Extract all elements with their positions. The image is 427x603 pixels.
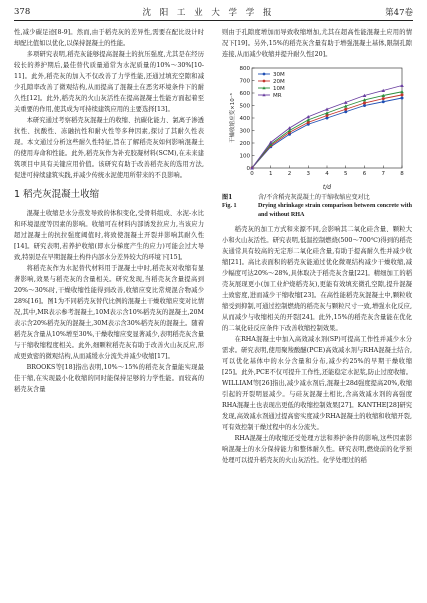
paragraph: 将稻壳灰作为水泥替代材料用于混凝土中时,稻壳灰对收缩有显著影响,效果与稻壳灰的含量相关。研究发现,当稻壳灰含量提高到20%～30%时,干燥收缩性能得到改善,收缩应变比常规混合物减少28%[16]。图1为不同稻壳灰替代比例的混凝土干燥收缩应变对比情况,其中,MR表示参考混凝土,10M表示含10%稻壳灰的混凝土,20M表示含20%稻壳灰的混凝土,30M表示含30%稻壳灰的混凝土。随着稻壳灰含量从10%增至30%,干燥收缩应变显著减少,表明稻壳灰含量与干缩收缩程度相关。此外,细颗粒稻壳灰有助于改善火山灰反应,形成更致密的微观结构,从而减缓水分流失并减少收缩[17]。: [14, 265, 204, 360]
volume-label: 第47卷: [385, 8, 413, 18]
x-tick-label: 0: [250, 171, 254, 177]
paragraph: 多项研究表明,稻壳灰能够提高混凝土的抗压强度,尤其是在经历较长的养护期后,最佳替代质量通常为水泥质量的10%～30%[10-11]。此外,稻壳灰的加入不仅改善了力学性能,还通过填充空隙和减少孔隙率改善了微观结构,从而提高了混凝土在恶劣环境条件下的耐久性[12]。此外,稻壳灰的火山灰活性在提高混凝土性能方面起着至关重要的作用,使其成为可持续建筑应用的主要选择[13]。: [14, 51, 204, 113]
data-point: [288, 126, 292, 129]
x-axis-label: t/d: [322, 184, 332, 191]
paragraph: 混凝土收缩是水分蒸发导致的体积变化,受骨料组成、水泥-水比和环境湿度等因素的影响。收缩可在材料内部诱发拉应力,当该应力超过混凝土的抗拉强度阈值时,将致使混凝土开裂并影响其耐久性[14]。研究表明,若养护收缩(即水分梯度产生的应力)可能会过大导致,特别是在早期混凝土构件内部水分差异较大的环境下[15]。: [14, 210, 204, 261]
caption-en: Drying shrinkage strain comparison between concrete with and without RHA: [258, 203, 412, 218]
y-tick-label: 100: [239, 153, 250, 160]
x-tick-label: 2: [287, 171, 292, 177]
section-title: 1 稻壳灰混凝土收缩: [14, 189, 100, 200]
left-column: [14, 27, 204, 395]
x-tick-label: 4: [325, 171, 329, 177]
paragraph: 本研究通过考察稻壳灰混凝土的收缩、抗碳化能力、氯离子渗透抗性、抗酸性、冻融抗性和耐火性等多种因素,探讨了其耐久性表现。本文通过分析这些耐久性特征,旨在了解稻壳灰如何影响混凝土的使用寿命和性能。此外,稻壳灰作为补充胶凝材料(SCM),在未来建筑项目中具有关键应用价值。该研究有助于改善稻壳灰的选用方法,促进可持续建筑实践,并减少传统水泥使用所带来的不良影响。: [14, 117, 204, 179]
data-point: [400, 84, 404, 87]
y-tick-label: 500: [239, 103, 250, 110]
caption-zh-label: 图1: [222, 194, 233, 201]
paragraph: BROOKS等[18]指出表明,10%～15%的稻壳灰含量能实现最佳干缩,在实现最小化收缩的同时能保持足够的力学性能。而较高的稻壳灰含量: [14, 364, 204, 393]
x-tick-label: 1: [269, 171, 273, 177]
data-point: [344, 108, 347, 111]
paragraph: 则由于孔隙度增加而导致收缩增加,尤其在超高性能混凝土应用的情况下[19]。另外,15%的稻壳灰含量有助于增强混凝土基体,限制孔隙连接,从而减少收缩并提升耐久性[20]。: [222, 29, 412, 58]
paragraph: RHA混凝土的收缩还受处理方法和养护条件的影响,这些因素影响混凝土的水分保持能力和整体耐久性。研究表明,燃烧前的化学预处理可以提升稻壳灰的火山灰活性。化学处理过的稻: [222, 435, 412, 465]
paragraph: 性,减少碳足迹[8-9]。然而,由于稻壳灰的差异性,需要在配比设计时却配比值如以优化,以保持混凝土的性能。: [14, 29, 204, 47]
data-point: [401, 97, 404, 100]
x-tick-label: 3: [306, 171, 310, 177]
paragraph: 在RHA混凝土中加入高效减水剂(SP)可提高工作性并减少水分需求。研究表明,使用聚羧酸醚(PCE)高效减水剂与RHA混凝土结合,可以优化基体中的水分含量和分布,减少约25%的早期干燥收缩[25]。此外,PCE不仅可提升工作性,还能稳定水泥浆,防止过度收缩。WILLIAM等[26]指出,减少减水剂后,混凝土28d强度提高20%,收缩引起的开裂明显减少。与硅灰混凝土相比,含高效减水剂的高强度RHA混凝土也表现出更低的收缩控制效果[27]。KANTHE[28]研究发现,高效减水剂通过提高密实度减少RHA混凝土的收缩和收缩开裂,可有效控制干燥过程中的水分流失。: [222, 336, 413, 432]
legend-label: 20M: [273, 79, 285, 85]
header-rule: [14, 20, 413, 21]
legend-label: MR: [273, 93, 282, 99]
y-tick-label: 700: [239, 78, 250, 85]
legend-label: 30M: [273, 72, 285, 78]
x-tick-label: 7: [381, 171, 385, 177]
data-point: [401, 93, 404, 96]
x-tick-label: 5: [344, 171, 348, 177]
series-line-10M: [252, 92, 402, 168]
caption-en-label: Fig. 1: [222, 203, 237, 210]
paragraph: 稻壳灰的加工方式和来源不同,会影响其二氧化硅含量、颗粒大小和火山灰活性。研究表明,低温控制燃烧(500～700℃)得到的稻壳灰通常具有较高的无定形二氧化硅含量,有助于提高耐久性并减少收缩[21]。高比表面积的稻壳灰能通过优化微观结构减少干燥收缩,减少幅度可达20%～28%,具体取决于稻壳灰含量[22]。精细加工的稻壳灰展现更小(加工业炉烧稻壳灰),更能有效填充微孔空隙,提升混凝土致密度,进而减少干缩收缩[23]。在高性能稻壳灰混凝土中,颗粒收缩受到抑制,可通过控制燃烧的稻壳灰与颗粒尺寸一致,增强水化反应,从而减少与收缩相关的开裂[24]。此外,15%的稻壳灰含量能在优化的二氧化硅反应条件下改善收缩控制效果。: [222, 226, 412, 333]
figure-caption: [222, 194, 412, 219]
y-tick-label: 600: [239, 90, 250, 97]
x-tick-label: 6: [362, 171, 367, 177]
legend-marker: [263, 80, 266, 83]
page-number: 378: [14, 7, 31, 17]
data-point: [363, 102, 366, 105]
shrinkage-chart: [222, 60, 412, 192]
journal-title: 沈 阳 工 业 大 学 学 报: [142, 8, 275, 18]
chart-svg: [222, 60, 412, 192]
data-point: [382, 97, 385, 100]
legend-label: 10M: [273, 86, 285, 92]
y-tick-label: 800: [239, 65, 250, 72]
y-tick-label: 300: [239, 128, 250, 135]
series-line-20M: [252, 95, 402, 168]
y-tick-label: 400: [239, 115, 250, 122]
y-tick-label: 200: [239, 140, 250, 147]
data-point: [326, 114, 329, 117]
y-tick-label: 0: [246, 165, 250, 172]
data-point: [307, 121, 310, 124]
data-point: [382, 100, 385, 103]
right-column: [222, 27, 412, 466]
x-tick-label: 8: [400, 171, 404, 177]
caption-zh: 含/不含稻壳灰混凝土的干缩收缩应变对比: [258, 194, 370, 201]
y-axis-label: 干燥收缩应变×10⁻⁶: [230, 93, 236, 143]
legend-marker: [263, 73, 266, 76]
